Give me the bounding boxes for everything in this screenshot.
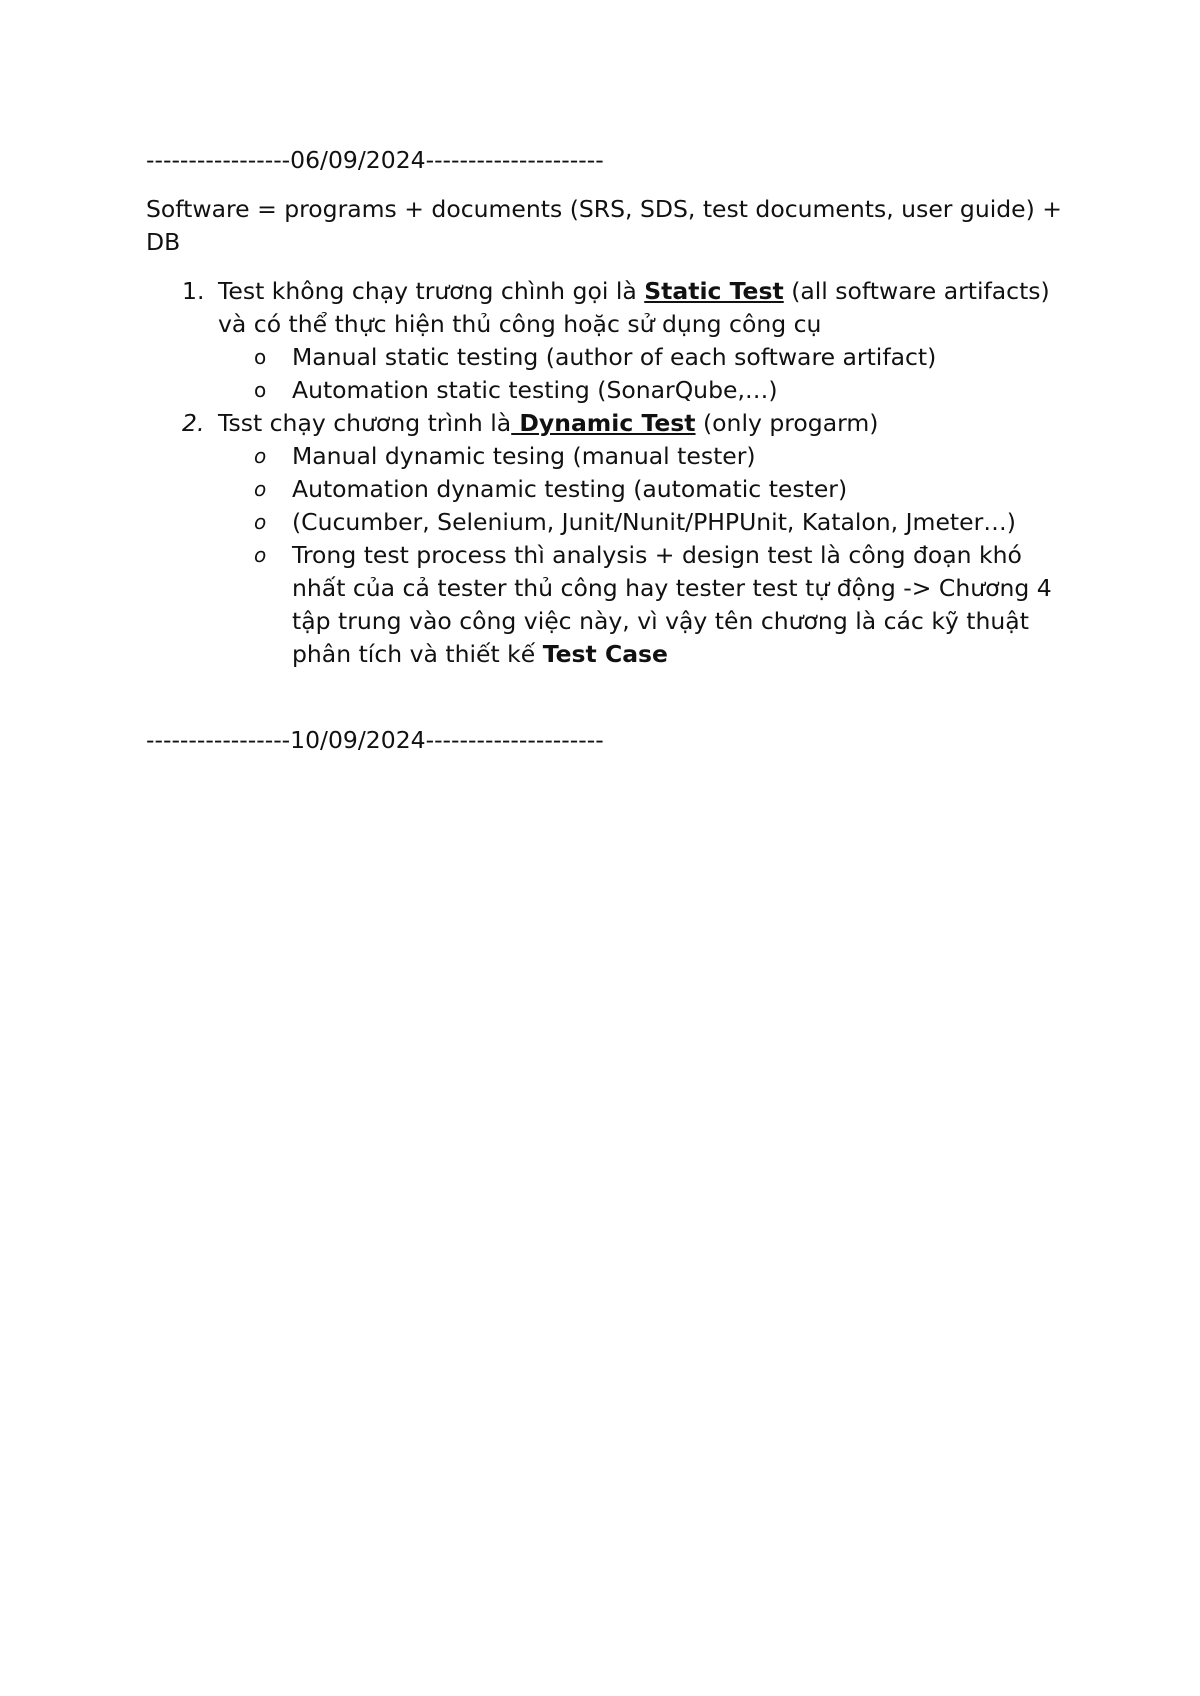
list-item-1	[146, 275, 1066, 341]
sub-item-text: (Cucumber, Selenium, Junit/Nunit/PHPUnit, Katalon, Jmeter…)	[292, 508, 1016, 536]
bullet-o-icon: o	[254, 510, 267, 534]
bullet-o-icon: o	[254, 477, 267, 501]
sub-item-automation-static	[146, 374, 1066, 407]
sub-item-manual-static	[146, 341, 1066, 374]
sub-item-text: Automation static testing (SonarQube,…)	[292, 376, 778, 404]
bullet-o-icon: o	[254, 444, 267, 468]
sub-item-text: Trong test process thì analysis + design test là công đoạn khó nhất của cả tester thủ công hay tester test tự động -> Chương 4 tập trung vào công việc này, vì vậy tên chương là các kỹ thuật phân tích và thiết kế	[292, 541, 1052, 668]
sub-item-tools	[146, 506, 1066, 539]
test-case-term: Test Case	[542, 640, 668, 668]
list-item-text: Test không chạy trương chình gọi là	[218, 277, 645, 305]
sub-item-text: Automation dynamic testing (automatic tester)	[292, 475, 848, 503]
bullet-o-icon: o	[254, 378, 267, 402]
sub-item-text: Manual static testing (author of each software artifact)	[292, 343, 937, 371]
static-test-term: Static Test	[644, 277, 784, 305]
list-number: 2.	[182, 409, 205, 437]
list-item-text-rest: (only progarm)	[695, 409, 879, 437]
list-number: 1.	[182, 277, 205, 305]
bullet-o-icon: o	[254, 345, 267, 369]
intro-paragraph: Software = programs + documents (SRS, SDS, test documents, user guide) + DB	[146, 195, 1062, 256]
bullet-o-icon: o	[254, 543, 267, 567]
date-separator-1009: -----------------10/09/2024---------------------	[146, 726, 604, 754]
list-item-2	[146, 407, 1066, 440]
sub-item-manual-dynamic	[146, 440, 1066, 473]
list-item-text: Tsst chạy chương trình là	[218, 409, 512, 437]
numbered-list	[146, 275, 1066, 671]
sub-item-text: Manual dynamic tesing (manual tester)	[292, 442, 756, 470]
sub-item-test-process	[146, 539, 1066, 671]
dynamic-test-term: Dynamic Test	[511, 409, 696, 437]
list-item-text-rest: (all software artifacts) và có thể thực hiện thủ công hoặc sử dụng công cụ	[218, 277, 1050, 338]
date-separator-0609: -----------------06/09/2024---------------------	[146, 146, 604, 174]
sub-item-automation-dynamic	[146, 473, 1066, 506]
